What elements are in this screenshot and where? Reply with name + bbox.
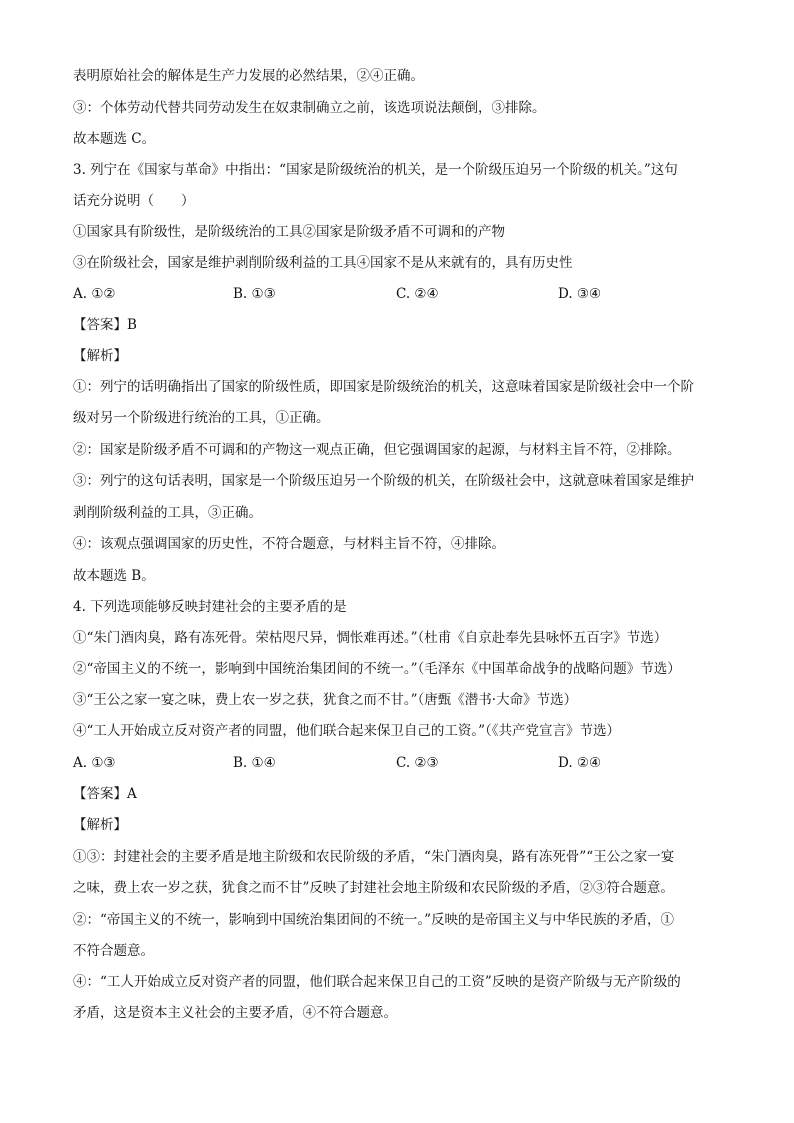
analysis-text: ④：“工人开始成立反对资产者的同盟，他们联合起来保卫自己的工资”反映的是资产阶级与无产阶级的 <box>73 974 681 990</box>
question-4-statement: ②“帝国主义的不统一，影响到中国统治集团间的不统一。”（毛泽东《中国革命战争的战略问题》节选） <box>73 661 681 677</box>
question-4-option-b: B. ①④ <box>233 755 276 771</box>
analysis-text: ②：“帝国主义的不统一，影响到中国统治集团间的不统一。”反映的是帝国主义与中华民族的矛盾，① <box>73 912 675 928</box>
question-3-option-c: C. ②④ <box>396 286 439 302</box>
question-4-option-c: C. ②③ <box>396 755 439 771</box>
analysis-text: 剥削阶级利益的工具，③正确。 <box>73 505 262 521</box>
question-4-statement: ①“朱门酒肉臭，路有冻死骨。荣枯咫尺异，惆怅难再述。”（杜甫《自京赴奉先县咏怀五百字》节选） <box>73 630 668 646</box>
analysis-text: ①：列宁的话明确指出了国家的阶级性质，即国家是阶级统治的机关，这意味着国家是阶级社会中一个阶 <box>73 379 694 395</box>
analysis-label: 【解析】 <box>73 817 127 833</box>
question-3-option-b: B. ①③ <box>233 286 276 302</box>
question-4-option-d: D. ②④ <box>558 755 602 771</box>
question-3-statement: ③在阶级社会，国家是维护剥削阶级利益的工具④国家不是从来就有的，具有历史性 <box>73 255 573 271</box>
analysis-text: ③：列宁的这句话表明，国家是一个阶级压迫另一个阶级的机关，在阶级社会中，这就意味着国家是维护 <box>73 473 694 489</box>
question-4-option-a: A. ①③ <box>73 755 116 771</box>
question-4-statement: ③“王公之家一宴之味，费上农一岁之获，犹食之而不甘。”（唐甄《潜书·大命》节选） <box>73 692 578 708</box>
answer-label: 【答案】A <box>73 786 137 802</box>
answer-label: 【答案】B <box>73 317 137 333</box>
analysis-label: 【解析】 <box>73 348 127 364</box>
analysis-text: ④：该观点强调国家的历史性，不符合题意，与材料主旨不符，④排除。 <box>73 536 505 552</box>
question-3-option-a: A. ①② <box>73 286 116 302</box>
question-3-statement: ①国家具有阶级性，是阶级统治的工具②国家是阶级矛盾不可调和的产物 <box>73 224 505 240</box>
question-3-stem: 3. 列宁在《国家与革命》中指出：“国家是阶级统治的机关，是一个阶级压迫另一个阶级的机关。”这句 <box>73 162 678 178</box>
question-3-stem: 话充分说明（ ） <box>73 193 195 209</box>
analysis-text: 级对另一个阶级进行统治的工具，①正确。 <box>73 410 330 426</box>
question-3-option-d: D. ③④ <box>558 286 602 302</box>
text-line: ③：个体劳动代替共同劳动发生在奴隶制确立之前，该选项说法颠倒，③排除。 <box>73 100 546 116</box>
text-line: 故本题选 B。 <box>73 568 155 584</box>
analysis-text: 矛盾，这是资本主义社会的主要矛盾，④不符合题意。 <box>73 1005 397 1021</box>
question-4-statement: ④“工人开始成立反对资产者的同盟，他们联合起来保卫自己的工资。”（《共产党宣言》节选） <box>73 723 621 739</box>
question-4-stem: 4. 下列选项能够反映封建社会的主要矛盾的是 <box>73 599 347 615</box>
text-line: 故本题选 C。 <box>73 131 156 147</box>
text-line: 表明原始社会的解体是生产力发展的必然结果，②④正确。 <box>73 68 424 84</box>
analysis-text: ①③：封建社会的主要矛盾是地主阶级和农民阶级的矛盾，“朱门酒肉臭，路有冻死骨”“王公之家一宴 <box>73 849 675 865</box>
analysis-text: 不符合题意。 <box>73 943 154 959</box>
analysis-text: 之味，费上农一岁之获，犹食之而不甘”反映了封建社会地主阶级和农民阶级的矛盾，②③符合题意。 <box>73 880 674 896</box>
analysis-text: ②：国家是阶级矛盾不可调和的产物这一观点正确，但它强调国家的起源，与材料主旨不符，②排除。 <box>73 442 681 458</box>
